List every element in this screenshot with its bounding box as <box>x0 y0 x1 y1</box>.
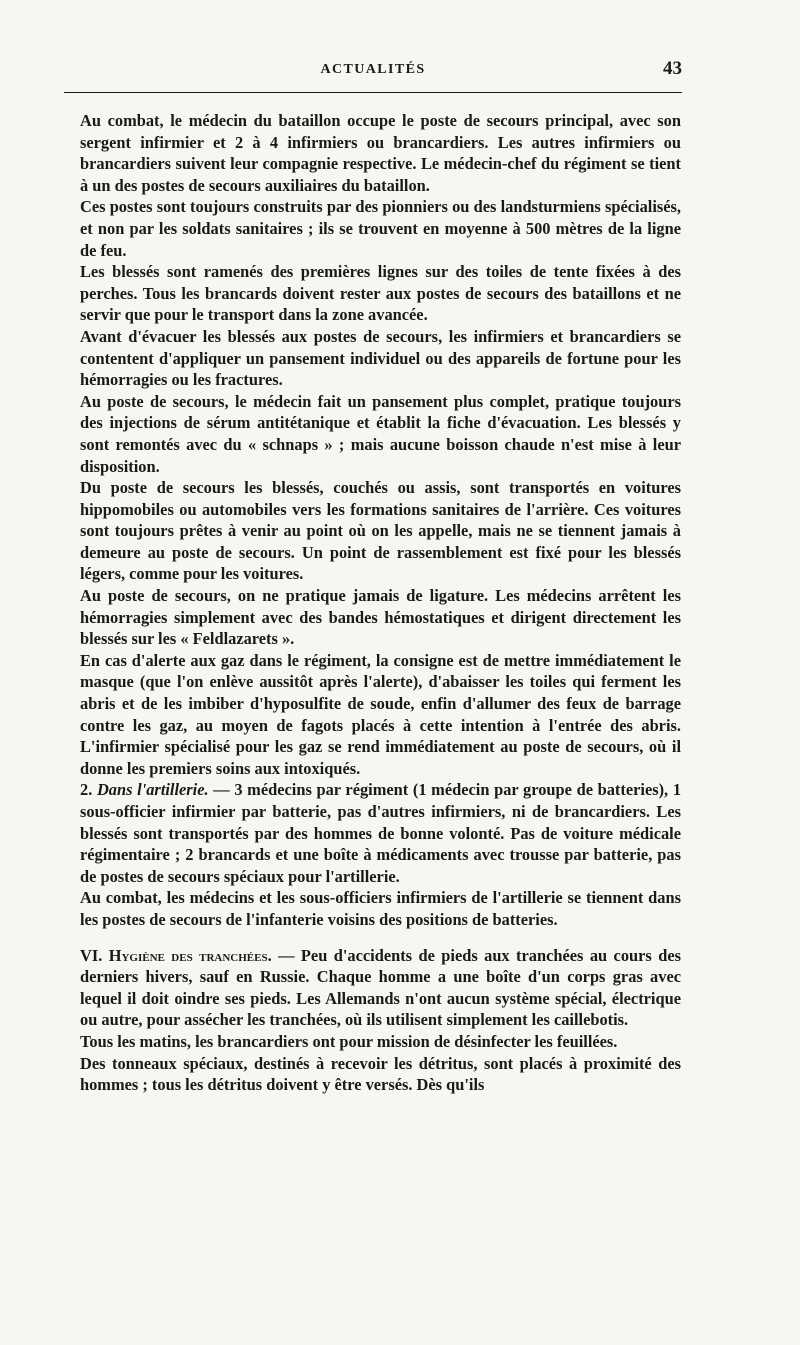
page-number: 43 <box>663 58 682 79</box>
page-header <box>64 58 682 84</box>
body-text <box>80 110 681 1096</box>
paragraph: En cas d'alerte aux gaz dans le régiment, la consigne est de mettre immédiatement le masque (que l'on enlève aussitôt après l'alerte), d'abaisser les toiles qui ferment les abris et de les imbiber d'hyposulfite de soude, enfin d'allumer des feux de barrage contre les gaz, au moyen de fagots placés à cette intention à l'entrée des abris. L'infirmier spécialisé pour les gaz se rend immédiatement au poste de secours, où il donne les premiers soins aux intoxiqués. <box>80 650 681 778</box>
paragraph: Au poste de secours, le médecin fait un pansement plus complet, pratique toujours des injections de sérum antitétanique et établit la fiche d'évacuation. Les blessés y sont remontés avec du « schnaps » ; mais aucune boisson chaude n'est mise à leur disposition. <box>80 391 681 476</box>
header-rule <box>64 92 682 93</box>
paragraph: Du poste de secours les blessés, couchés ou assis, sont transportés en voitures hippomobiles ou automobiles vers les formations sanitaires de l'arrière. Ces voitures sont toujours prêtes à venir au point où on les appelle, mais ne se tiennent jamais à demeure au poste de secours. Un point de rassemblement est fixé pour les blessés légers, comme pour les voitures. <box>80 478 681 584</box>
paragraph: Tous les matins, les brancardiers ont pour mission de désinfecter les feuillées. <box>80 1031 618 1051</box>
paragraph: Au poste de secours, on ne pratique jamais de ligature. Les médecins arrêtent les hémorragies simplement avec des bandes hémostatiques et dirigent directement les blessés sur les « Feldlazarets ». <box>80 586 681 649</box>
section-gap <box>80 931 681 945</box>
paragraph: Au combat, les médecins et les sous-officiers infirmiers de l'artillerie se tiennent dans les postes de secours de l'infanterie voisins des positions de batteries. <box>80 888 681 929</box>
paragraph: Les blessés sont ramenés des premières lignes sur des toiles de tente fixées à des perches. Tous les brancards doivent rester aux postes de secours des bataillons et ne servir que pour le transport dans la zone avancée. <box>80 262 681 325</box>
paragraph: Au combat, le médecin du bataillon occupe le poste de secours principal, avec son sergent infirmier et 2 à 4 infirmiers ou brancardiers. Les autres infirmiers ou brancardiers suivent leur compagnie respective. Le médecin-chef du régiment se tient à un des postes de secours auxiliaires du bataillon. <box>80 111 681 195</box>
paragraph: Ces postes sont toujours construits par des pionniers ou des landsturmiens spécialisés, et non par les soldats sanitaires ; ils se trouvent en moyenne à 500 mètres de la ligne de feu. <box>80 197 681 260</box>
section-heading-artillery: Dans l'artillerie. <box>96 780 209 800</box>
paragraph-artillery: 2. Dans l'artillerie. — 3 médecins par régiment (1 médecin par groupe de batteries), 1 sous-officier infirmier par batterie, pas d'autres infirmiers, ni de brancardiers. Les blessés sont transportés par des hommes de bonne volonté. Pas de voiture médicale régimentaire ; 2 brancards et une boîte à médicaments avec trousse par batterie, pas de postes de secours spéciaux pour l'artillerie. <box>80 780 682 886</box>
paragraph-hygiene: VI. Hygiène des tranchées. — Peu d'accidents de pieds aux tranchées au cours des derniers hivers, sauf en Russie. Chaque homme a une boîte d'un corps gras avec lequel il doit oindre ses pieds. Les Allemands n'ont aucun système spécial, électrique ou autre, pour assécher les tranchées, où ils utilisent simplement les caillebotis. <box>80 945 681 1030</box>
running-title: ACTUALITÉS <box>320 62 426 77</box>
section-heading-hygiene: Hygiène des tranchées. <box>108 945 272 965</box>
paragraph: Des tonneaux spéciaux, destinés à recevoir les détritus, sont placés à proximité des hommes ; tous les détritus doivent y être versés. Dès qu'ils <box>80 1053 681 1095</box>
paragraph: Avant d'évacuer les blessés aux postes de secours, les infirmiers et brancardiers se contentent d'appliquer un pansement individuel ou des appareils de fortune pour les hémorragies ou les fractures. <box>80 326 681 390</box>
